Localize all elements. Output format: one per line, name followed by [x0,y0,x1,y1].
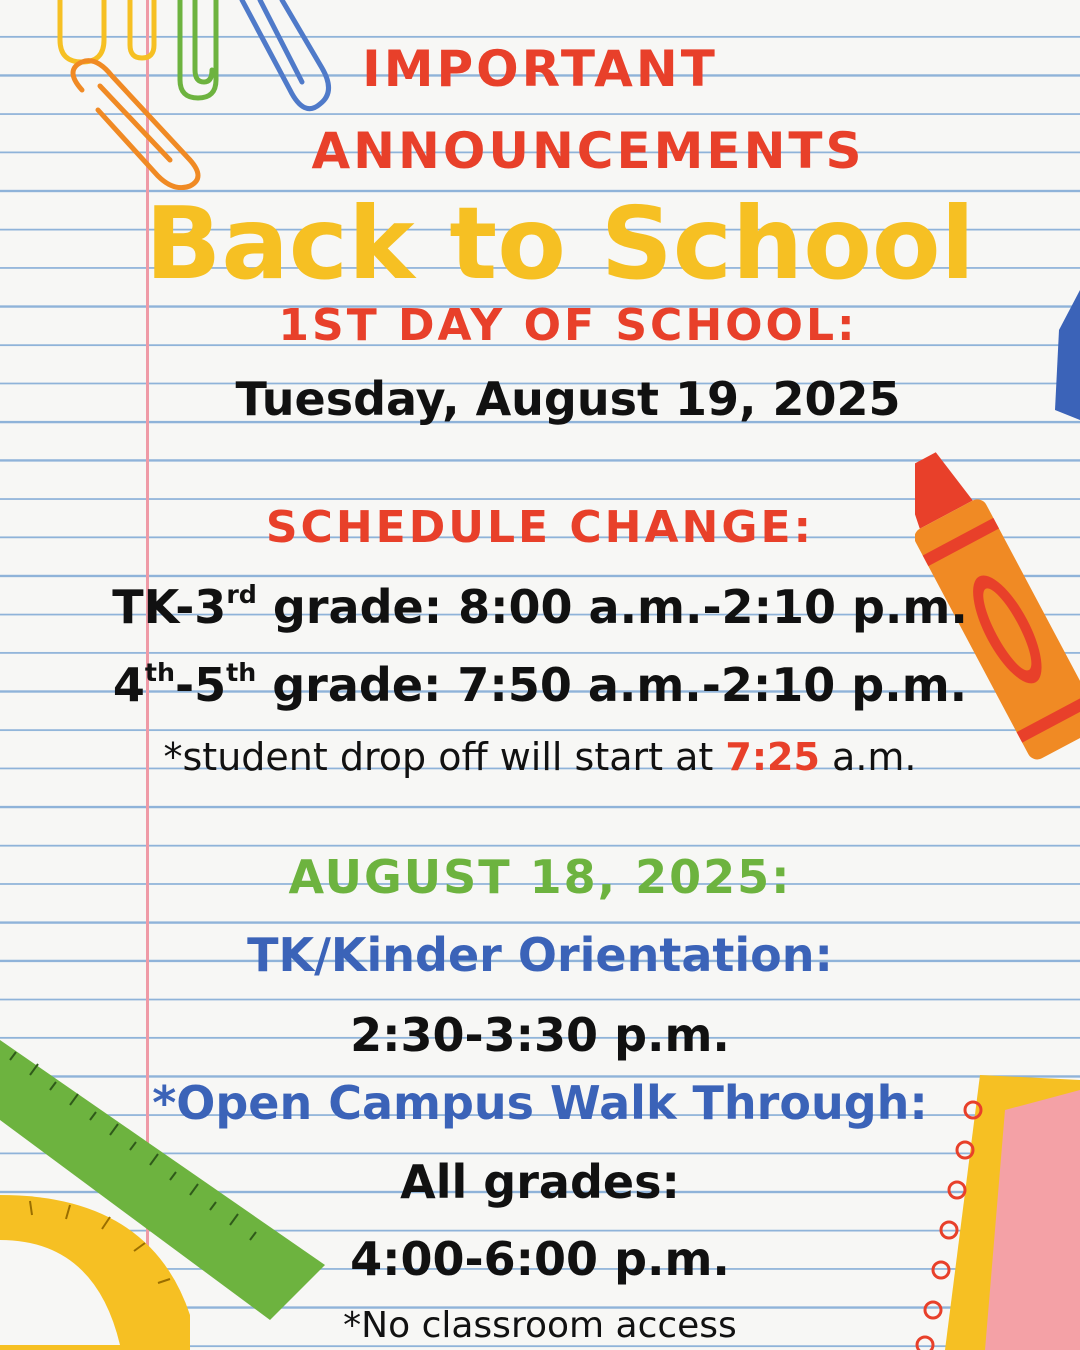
drop-off-note-post: a.m. [832,735,917,779]
announcements-heading: ANNOUNCEMENTS [311,122,865,180]
first-day-heading: 1ST DAY OF SCHOOL: [278,300,858,351]
first-day-date: Tuesday, August 19, 2025 [235,372,901,426]
back-to-school-title: Back to School [145,185,975,302]
orientation-date: AUGUST 18, 2025: [288,850,792,904]
row2-a: 4 [112,658,145,712]
drop-off-note-pre: *student drop off will start at [163,735,714,779]
row2-sup-b: th [226,657,257,687]
schedule-row-tk-3rd [0,580,1080,634]
orientation-time: 2:30-3:30 p.m. [350,1008,730,1062]
orientation-title: TK/Kinder Orientation: [247,928,833,982]
drop-off-note [0,735,1080,779]
schedule-row-4th-5th [0,658,1080,712]
row2-b: -5 [175,658,227,712]
row2-sup-a: th [144,657,175,687]
row1-prefix: TK-3 [112,580,227,634]
walk-through-title: *Open Campus Walk Through: [152,1076,928,1130]
no-classroom-note: *No classroom access [343,1305,737,1346]
row1-sup: rd [226,579,257,609]
drop-off-time: 7:25 [725,735,820,779]
all-grades-label: All grades: [400,1155,680,1209]
walk-through-time: 4:00-6:00 p.m. [350,1232,730,1286]
row2-text: grade: 7:50 a.m.-2:10 p.m. [272,658,968,712]
row1-text: grade: 8:00 a.m.-2:10 p.m. [272,580,968,634]
important-heading: IMPORTANT [362,40,718,98]
schedule-change-heading: SCHEDULE CHANGE: [265,502,815,553]
